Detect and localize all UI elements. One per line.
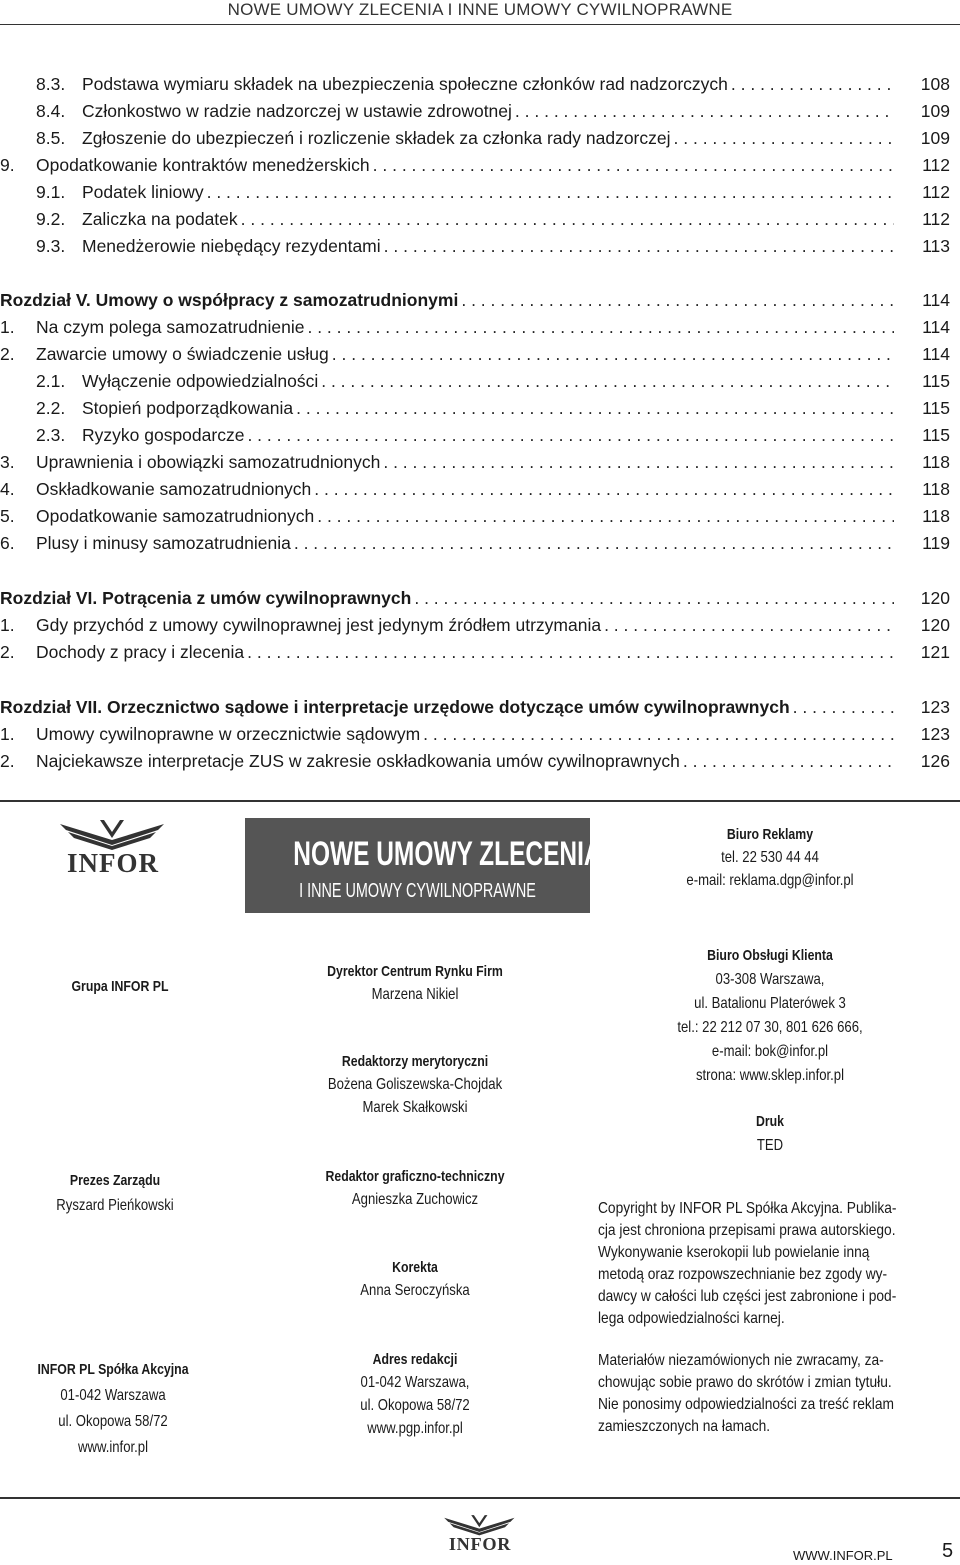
- header-rule: [0, 24, 960, 25]
- toc-entry: [36, 749, 894, 773]
- toc-number: 9.2.: [36, 209, 66, 229]
- toc-label: Oskładkowanie samozatrudnionych: [36, 479, 312, 499]
- toc-row[interactable]: [0, 640, 960, 664]
- company-name: INFOR PL Spółka Akcyjna: [37, 1361, 189, 1378]
- toc-leader-dots: [601, 613, 894, 637]
- toc-entry: [36, 477, 894, 501]
- toc-leader-dots: [411, 586, 894, 610]
- toc-leader-dots: [291, 531, 894, 555]
- toc-entry: [36, 613, 894, 637]
- page-number: 5: [942, 1540, 954, 1562]
- toc-leader-dots: [314, 504, 894, 528]
- editor-name-1: Bożena Goliszewska-Chojdak: [327, 1076, 503, 1093]
- toc-label: Umowy cywilnoprawne w orzecznictwie sądowym: [36, 724, 421, 744]
- toc-label: Zaliczka na podatek: [82, 209, 238, 229]
- toc-page-number: 115: [922, 371, 950, 391]
- toc-number: 1.: [0, 724, 15, 744]
- toc-leader-dots: [790, 695, 894, 719]
- toc-number: 2.1.: [36, 371, 66, 391]
- printer-title: Druk: [755, 1113, 785, 1130]
- toc-row[interactable]: [0, 153, 960, 177]
- advert-office-tel: tel. 22 530 44 44: [721, 849, 819, 866]
- toc-label: Rozdział VII. Orzecznictwo sądowe i interpretacje urzędowe dotyczące umów cywilnoprawnych: [0, 697, 790, 717]
- customer-service-phone: tel.: 22 212 07 30, 801 626 666,: [677, 1019, 863, 1036]
- editor-name-2: Marek Skałkowski: [362, 1099, 468, 1116]
- toc-page-number: 109: [920, 128, 950, 148]
- notice-line: zamieszczonych na łamach.: [598, 1418, 771, 1435]
- toc-number: 5.: [0, 506, 15, 526]
- toc-leader-dots: [244, 423, 894, 447]
- customer-service-street: ul. Batalionu Platerówek 3: [694, 995, 846, 1012]
- toc-entry: [82, 369, 894, 393]
- toc-number: 2.: [0, 344, 15, 364]
- company-street: ul. Okopowa 58/72: [58, 1413, 168, 1430]
- advert-office-email: e-mail: reklama.dgp@infor.pl: [686, 872, 854, 889]
- notice-line: Materiałów niezamówionych nie zwracamy, za-: [598, 1352, 884, 1369]
- toc-row[interactable]: [0, 423, 960, 447]
- copyright-notice: [598, 1198, 958, 1330]
- director-title: Dyrektor Centrum Rynku Firm: [327, 963, 503, 980]
- toc-row[interactable]: [0, 234, 960, 258]
- toc-entry: [82, 423, 894, 447]
- toc-number: 4.: [0, 479, 15, 499]
- unsolicited-materials-notice: [598, 1350, 958, 1438]
- editorial-address-title: Adres redakcji: [372, 1351, 458, 1368]
- toc-entry: [82, 72, 894, 96]
- toc-leader-dots: [204, 180, 894, 204]
- toc-number: 8.4.: [36, 101, 66, 121]
- company-website: www.infor.pl: [77, 1439, 149, 1456]
- colophon-top-rule: [0, 800, 960, 802]
- toc-leader-dots: [304, 315, 894, 339]
- director-name: Marzena Nikiel: [371, 986, 459, 1003]
- toc-row[interactable]: [0, 477, 960, 501]
- toc-number: 9.3.: [36, 236, 66, 256]
- toc-label: Opodatkowanie kontraktów menedżerskich: [36, 155, 370, 175]
- toc-chapter-row[interactable]: [0, 695, 960, 719]
- customer-service-title: Biuro Obsługi Klienta: [707, 947, 833, 964]
- toc-entry: [36, 342, 894, 366]
- ceo-title: Prezes Zarządu: [69, 1172, 161, 1189]
- toc-page-number: 115: [922, 425, 950, 445]
- proofreader-name: Anna Seroczyńska: [360, 1282, 470, 1299]
- printer-name: TED: [756, 1137, 784, 1154]
- customer-service-email: e-mail: bok@infor.pl: [711, 1043, 829, 1060]
- group-title: Grupa INFOR PL: [71, 978, 169, 995]
- toc-leader-dots: [680, 749, 894, 773]
- toc-entry: [36, 153, 894, 177]
- editorial-address: [265, 1348, 565, 1440]
- customer-service-website: strona: www.sklep.infor.pl: [695, 1067, 845, 1084]
- toc-page-number: 115: [922, 398, 950, 418]
- toc-label: Uprawnienia i obowiązki samozatrudnionych: [36, 452, 381, 472]
- toc-label: Zawarcie umowy o świadczenie usług: [36, 344, 329, 364]
- toc-page-number: 118: [922, 479, 950, 499]
- footer-website-link[interactable]: WWW.INFOR.PL: [793, 1548, 893, 1563]
- copyright-line: cja jest chroniona przepisami prawa autorskiego.: [598, 1222, 896, 1239]
- company-address: [0, 1357, 226, 1461]
- toc-page-number: 118: [922, 452, 950, 472]
- graphic-editor-name: Agnieszka Zuchowicz: [351, 1191, 479, 1208]
- copyright-line: dawcy w całości lub części jest zabronione i pod-: [598, 1288, 897, 1305]
- toc-page-number: 126: [920, 751, 950, 771]
- toc-label: Stopień podporządkowania: [82, 398, 294, 418]
- toc-number: 2.2.: [36, 398, 66, 418]
- toc-row[interactable]: [0, 369, 960, 393]
- toc-row[interactable]: [0, 613, 960, 637]
- toc-entry: [82, 180, 894, 204]
- toc-leader-dots: [512, 99, 894, 123]
- graphic-editor-title: Redaktor graficzno-techniczny: [325, 1168, 505, 1185]
- toc-entry: [36, 640, 894, 664]
- copyright-line: Wykonywanie kserokopii lub powielanie inną: [598, 1244, 870, 1261]
- toc-leader-dots: [244, 640, 894, 664]
- toc-entry: [82, 207, 894, 231]
- toc-entry: [82, 99, 894, 123]
- editors: [265, 1050, 565, 1119]
- toc-page-number: 121: [920, 642, 950, 662]
- toc-row[interactable]: [0, 722, 960, 746]
- toc-row[interactable]: [0, 450, 960, 474]
- toc-entry: [82, 396, 894, 420]
- toc-page-number: 108: [920, 74, 950, 94]
- toc-entry: [0, 288, 894, 312]
- notice-line: chowując sobie prawo do skrótów i zmian tytułu.: [598, 1374, 892, 1391]
- director: [265, 960, 565, 1006]
- toc-entry: [36, 450, 894, 474]
- toc-label: Na czym polega samozatrudnienie: [36, 317, 305, 337]
- toc-label: Dochody z pracy i zlecenia: [36, 642, 245, 662]
- toc-entry: [36, 315, 894, 339]
- toc-label: Menedżerowie niebędący rezydentami: [82, 236, 381, 256]
- toc-entry: [36, 722, 894, 746]
- toc-label: Rozdział VI. Potrącenia z umów cywilnoprawnych: [0, 588, 412, 608]
- toc-page-number: 120: [920, 588, 950, 608]
- footer-infor-logo: [432, 1512, 528, 1556]
- toc-label: Najciekawsze interpretacje ZUS w zakresie oskładkowania umów cywilnoprawnych: [36, 751, 680, 771]
- toc-number: 1.: [0, 317, 15, 337]
- toc-number: 2.: [0, 751, 15, 771]
- toc-number: 8.5.: [36, 128, 66, 148]
- toc-row[interactable]: [0, 180, 960, 204]
- toc-label: Członkostwo w radzie nadzorczej w ustawie zdrowotnej: [82, 101, 512, 121]
- toc-page-number: 123: [920, 724, 950, 744]
- toc-page-number: 120: [920, 615, 950, 635]
- toc-page-number: 113: [922, 236, 950, 256]
- copyright-line: lega odpowiedzialności karnej.: [598, 1310, 785, 1327]
- toc-entry: [82, 126, 894, 150]
- toc-leader-dots: [318, 369, 894, 393]
- toc-leader-dots: [420, 722, 894, 746]
- toc-row[interactable]: [0, 531, 960, 555]
- toc-label: Zgłoszenie do ubezpieczeń i rozliczenie składek za członka rady nadzorczej: [82, 128, 671, 148]
- toc-number: 2.: [0, 642, 15, 662]
- toc-leader-dots: [728, 72, 894, 96]
- advert-office: [640, 823, 900, 892]
- editorial-street: ul. Okopowa 58/72: [360, 1397, 470, 1414]
- toc-leader-dots: [238, 207, 894, 231]
- toc-page-number: 114: [922, 344, 950, 364]
- logo-text: INFOR: [67, 848, 159, 876]
- banner-subtitle: I INNE UMOWY CYWILNOPRAWNE: [299, 880, 536, 902]
- toc-label: Podstawa wymiaru składek na ubezpieczenia społeczne członków rad nadzorczych: [82, 74, 728, 94]
- colophon-bottom-rule: [0, 1497, 960, 1499]
- ceo-name: Ryszard Pieńkowski: [56, 1197, 174, 1214]
- toc-page-number: 109: [920, 101, 950, 121]
- toc-leader-dots: [458, 288, 894, 312]
- toc-page-number: 112: [922, 209, 950, 229]
- toc-number: 3.: [0, 452, 15, 472]
- toc-label: Opodatkowanie samozatrudnionych: [36, 506, 315, 526]
- toc-leader-dots: [381, 234, 894, 258]
- toc-leader-dots: [311, 477, 894, 501]
- toc-row[interactable]: [0, 749, 960, 773]
- copyright-line: metodą oraz rozpowszechnianie bez zgody wy-: [598, 1266, 888, 1283]
- graphic-editor: [265, 1165, 565, 1211]
- banner-title: NOWE UMOWY ZLECENIA: [293, 835, 602, 873]
- printer: [620, 1110, 920, 1158]
- ceo: [10, 1168, 220, 1218]
- advert-office-title: Biuro Reklamy: [726, 826, 814, 843]
- toc-number: 1.: [0, 615, 15, 635]
- publication-banner: [245, 818, 602, 913]
- toc-number: 9.1.: [36, 182, 66, 202]
- toc-entry: [0, 695, 894, 719]
- svg-text:INFOR: INFOR: [448, 1534, 512, 1555]
- toc-row[interactable]: [0, 207, 960, 231]
- notice-line: Nie ponosimy odpowiedzialności za treść reklam: [598, 1396, 894, 1413]
- toc-entry: [0, 586, 894, 610]
- toc-row[interactable]: [0, 72, 960, 96]
- toc-leader-dots: [671, 126, 894, 150]
- toc-page-number: 118: [922, 506, 950, 526]
- editors-title: Redaktorzy merytoryczni: [341, 1053, 489, 1070]
- toc-leader-dots: [329, 342, 894, 366]
- toc-chapter-row[interactable]: [0, 288, 960, 312]
- toc-label: Gdy przychód z umowy cywilnoprawnej jest jedynym źródłem utrzymania: [36, 615, 602, 635]
- toc-number: 2.3.: [36, 425, 66, 445]
- toc-row[interactable]: [0, 342, 960, 366]
- infor-logo: [42, 820, 184, 876]
- toc-entry: [36, 504, 894, 528]
- toc-entry: [36, 531, 894, 555]
- toc-entry: [82, 234, 894, 258]
- toc-number: 8.3.: [36, 74, 66, 94]
- toc-page-number: 112: [922, 182, 950, 202]
- toc-page-number: 123: [920, 697, 950, 717]
- copyright-line: Copyright by INFOR PL Spółka Akcyjna. Publika-: [598, 1200, 897, 1217]
- toc-leader-dots: [370, 153, 894, 177]
- customer-service-postcode: 03-308 Warszawa,: [715, 971, 825, 988]
- toc-row[interactable]: [0, 99, 960, 123]
- toc-label: Plusy i minusy samozatrudnienia: [36, 533, 291, 553]
- toc-label: Wyłączenie odpowiedzialności: [82, 371, 319, 391]
- editorial-website: www.pgp.infor.pl: [367, 1420, 463, 1437]
- toc-leader-dots: [293, 396, 894, 420]
- toc-page-number: 112: [922, 155, 950, 175]
- editorial-postcode: 01-042 Warszawa,: [360, 1374, 470, 1391]
- toc-number: 9.: [0, 155, 15, 175]
- toc-row[interactable]: [0, 396, 960, 420]
- toc-page-number: 119: [922, 533, 950, 553]
- toc-row[interactable]: [0, 315, 960, 339]
- toc-number: 6.: [0, 533, 15, 553]
- toc-label: Ryzyko gospodarcze: [82, 425, 245, 445]
- toc-row[interactable]: [0, 126, 960, 150]
- proofreading: [265, 1256, 565, 1302]
- company-postcode: 01-042 Warszawa: [60, 1387, 166, 1404]
- toc-label: Podatek liniowy: [82, 182, 204, 202]
- toc-row[interactable]: [0, 504, 960, 528]
- running-header: NOWE UMOWY ZLECENIA I INNE UMOWY CYWILNOPRAWNE: [227, 0, 733, 19]
- customer-service: [620, 944, 920, 1088]
- toc-page-number: 114: [922, 317, 950, 337]
- group-label: [20, 975, 220, 998]
- proofreading-title: Korekta: [392, 1259, 438, 1276]
- toc-leader-dots: [380, 450, 894, 474]
- toc-chapter-row[interactable]: [0, 586, 960, 610]
- toc-page-number: 114: [922, 290, 950, 310]
- toc-label: Rozdział V. Umowy o współpracy z samozatrudnionymi: [0, 290, 459, 310]
